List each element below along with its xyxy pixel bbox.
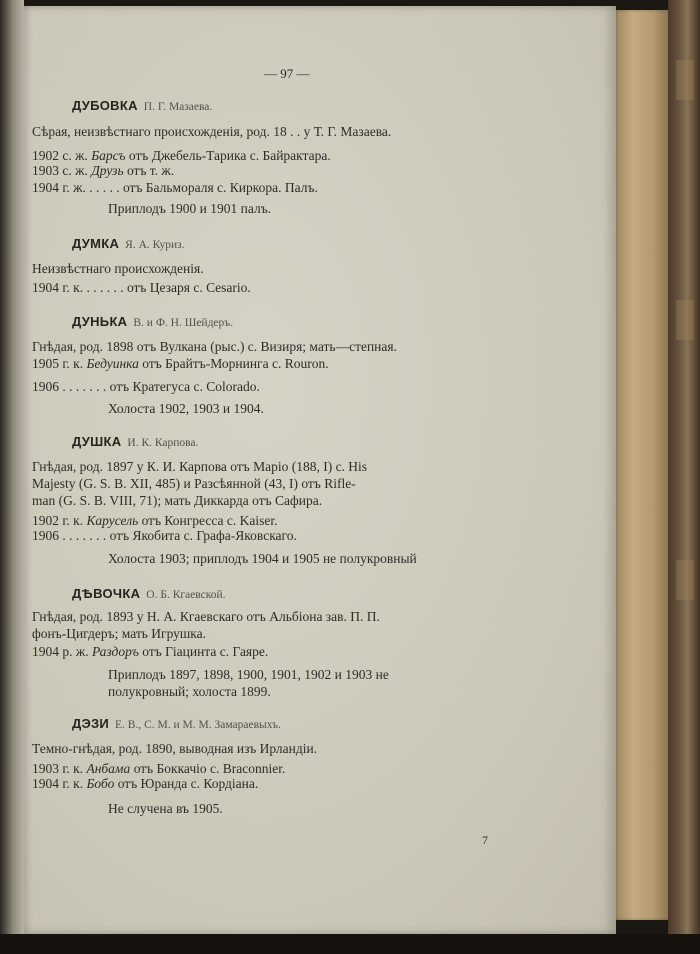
line-text: отъ Гіацинта с. Гаяре. bbox=[138, 644, 269, 659]
foal-name: Барсъ bbox=[91, 148, 126, 163]
foal-name: Анбама bbox=[86, 761, 131, 776]
line-text: 1903 с. ж. bbox=[32, 163, 92, 178]
entry-line bbox=[108, 201, 271, 217]
line-text: Не случена въ 1905. bbox=[108, 801, 223, 816]
signature-mark: 7 bbox=[482, 833, 488, 847]
line-text: отъ Боккачіо с. Braconnier. bbox=[130, 761, 286, 776]
line-text: Темно-гнѣдая, род. 1890, выводная изъ Ирландіи. bbox=[32, 741, 318, 756]
entry-line bbox=[32, 493, 322, 509]
entry-line bbox=[32, 776, 258, 792]
foal-name: Раздоръ bbox=[91, 644, 139, 659]
owner-name: П. Г. Мазаева. bbox=[143, 101, 213, 113]
line-text: отъ Брайтъ-Морнинга с. Rouron. bbox=[138, 356, 329, 371]
foal-name: Бобо bbox=[86, 776, 115, 791]
table-surface bbox=[0, 934, 700, 954]
mare-name: ДЭЗИ bbox=[72, 716, 110, 731]
entry-line bbox=[32, 356, 329, 372]
entry-heading bbox=[72, 586, 226, 603]
mare-name: ДУБОВКА bbox=[72, 98, 138, 113]
line-text: Гнѣдая, род. 1893 у Н. А. Кгаевскаго отъ Альбіона зав. П. П. bbox=[32, 609, 380, 624]
entry-line bbox=[32, 339, 397, 355]
entry-line bbox=[32, 741, 317, 757]
entry-heading bbox=[72, 716, 281, 733]
entry-line bbox=[32, 124, 391, 140]
entry-line bbox=[32, 459, 367, 475]
entry-line bbox=[32, 644, 268, 660]
line-text: отъ Юранда с. Кордіана. bbox=[114, 776, 259, 791]
entry-line bbox=[108, 667, 389, 683]
entry-line bbox=[32, 379, 260, 395]
foal-name: Друзь bbox=[91, 163, 124, 178]
line-text: 1906 . . . . . . . отъ Якобита с. Графа-Яковскаго. bbox=[32, 528, 297, 543]
entry-heading bbox=[72, 236, 185, 253]
entry-line bbox=[32, 261, 204, 277]
entry-line bbox=[32, 280, 251, 296]
book-cover-board bbox=[614, 10, 670, 920]
mare-name: ДУНЬКА bbox=[72, 314, 128, 329]
line-text: Неизвѣстнаго происхожденія. bbox=[32, 261, 204, 276]
line-text: 1905 г. к. bbox=[32, 356, 87, 371]
line-text: man (G. S. B. VIII, 71); мать Диккарда отъ Сафира. bbox=[32, 493, 323, 508]
line-text: 1904 р. ж. bbox=[32, 644, 92, 659]
entry-line bbox=[108, 684, 271, 700]
entry-heading bbox=[72, 98, 212, 115]
line-text: 1902 с. ж. bbox=[32, 148, 92, 163]
entry-line bbox=[32, 761, 285, 777]
line-text: Приплодъ 1900 и 1901 палъ. bbox=[108, 201, 272, 216]
line-text: 1904 г. к. . . . . . . отъ Цезаря с. Cesario. bbox=[32, 280, 251, 295]
entry-line bbox=[32, 476, 356, 492]
entry-line bbox=[108, 551, 417, 567]
line-text: Холоста 1902, 1903 и 1904. bbox=[108, 401, 264, 416]
line-text: 1906 . . . . . . . отъ Кратегуса с. Colorado. bbox=[32, 379, 260, 394]
foal-name: Бедуинка bbox=[86, 356, 139, 371]
page-number: — 97 — bbox=[264, 66, 310, 81]
owner-name: О. Б. Кгаевской. bbox=[146, 589, 226, 601]
entry-heading bbox=[72, 434, 198, 451]
entry-line bbox=[108, 801, 223, 817]
spine-marking bbox=[676, 300, 694, 340]
entry-line bbox=[32, 163, 174, 179]
previous-page-edge bbox=[0, 0, 24, 954]
line-text: отъ Конгресса с. Kaiser. bbox=[138, 513, 278, 528]
entry-line bbox=[32, 609, 380, 625]
book-spine bbox=[668, 0, 700, 954]
entry-line bbox=[32, 148, 331, 164]
book-page bbox=[24, 6, 616, 934]
line-text: Холоста 1903; приплодъ 1904 и 1905 не полукровный bbox=[108, 551, 417, 566]
owner-name: Е. В., С. М. и М. М. Замараевыхъ. bbox=[115, 719, 281, 731]
line-text: Majesty (G. S. B. XII, 485) и Разсѣянной (43, I) отъ Rifle- bbox=[32, 476, 356, 491]
foal-name: Карусель bbox=[86, 513, 139, 528]
line-text: фонъ-Цигдеръ; мать Игрушка. bbox=[32, 626, 207, 641]
entry-heading bbox=[72, 314, 233, 331]
line-text: Приплодъ 1897, 1898, 1900, 1901, 1902 и 1903 не bbox=[108, 667, 389, 682]
entry-line bbox=[32, 626, 206, 642]
line-text: Гнѣдая, род. 1897 у К. И. Карпова отъ Маріо (188, I) с. His bbox=[32, 459, 368, 474]
line-text: 1903 г. к. bbox=[32, 761, 87, 776]
owner-name: В. и Ф. Н. Шейдеръ. bbox=[133, 317, 234, 329]
entry-line bbox=[32, 180, 318, 196]
line-text: полукровный; холоста 1899. bbox=[108, 684, 271, 699]
entry-line bbox=[32, 513, 277, 529]
line-text: Сѣрая, неизвѣстнаго происхожденія, род. 18 . . у Т. Г. Мазаева. bbox=[32, 124, 392, 139]
entry-line bbox=[32, 528, 297, 544]
mare-name: ДѢВОЧКА bbox=[72, 586, 141, 601]
line-text: отъ Джебель-Тарика с. Байрактара. bbox=[125, 148, 331, 163]
line-text: Гнѣдая, род. 1898 отъ Вулкана (рыс.) с. Визиря; мать—степная. bbox=[32, 339, 397, 354]
line-text: 1904 г. к. bbox=[32, 776, 87, 791]
mare-name: ДУМКА bbox=[72, 236, 120, 251]
owner-name: Я. А. Куриз. bbox=[125, 239, 185, 251]
line-text: 1902 г. к. bbox=[32, 513, 87, 528]
entry-line bbox=[108, 401, 264, 417]
spine-marking bbox=[676, 60, 694, 100]
mare-name: ДУШКА bbox=[72, 434, 122, 449]
owner-name: И. К. Карпова. bbox=[127, 437, 199, 449]
spine-marking bbox=[676, 560, 694, 600]
line-text: 1904 г. ж. . . . . . отъ Бальмораля с. Киркора. Палъ. bbox=[32, 180, 318, 195]
line-text: отъ т. ж. bbox=[123, 163, 175, 178]
